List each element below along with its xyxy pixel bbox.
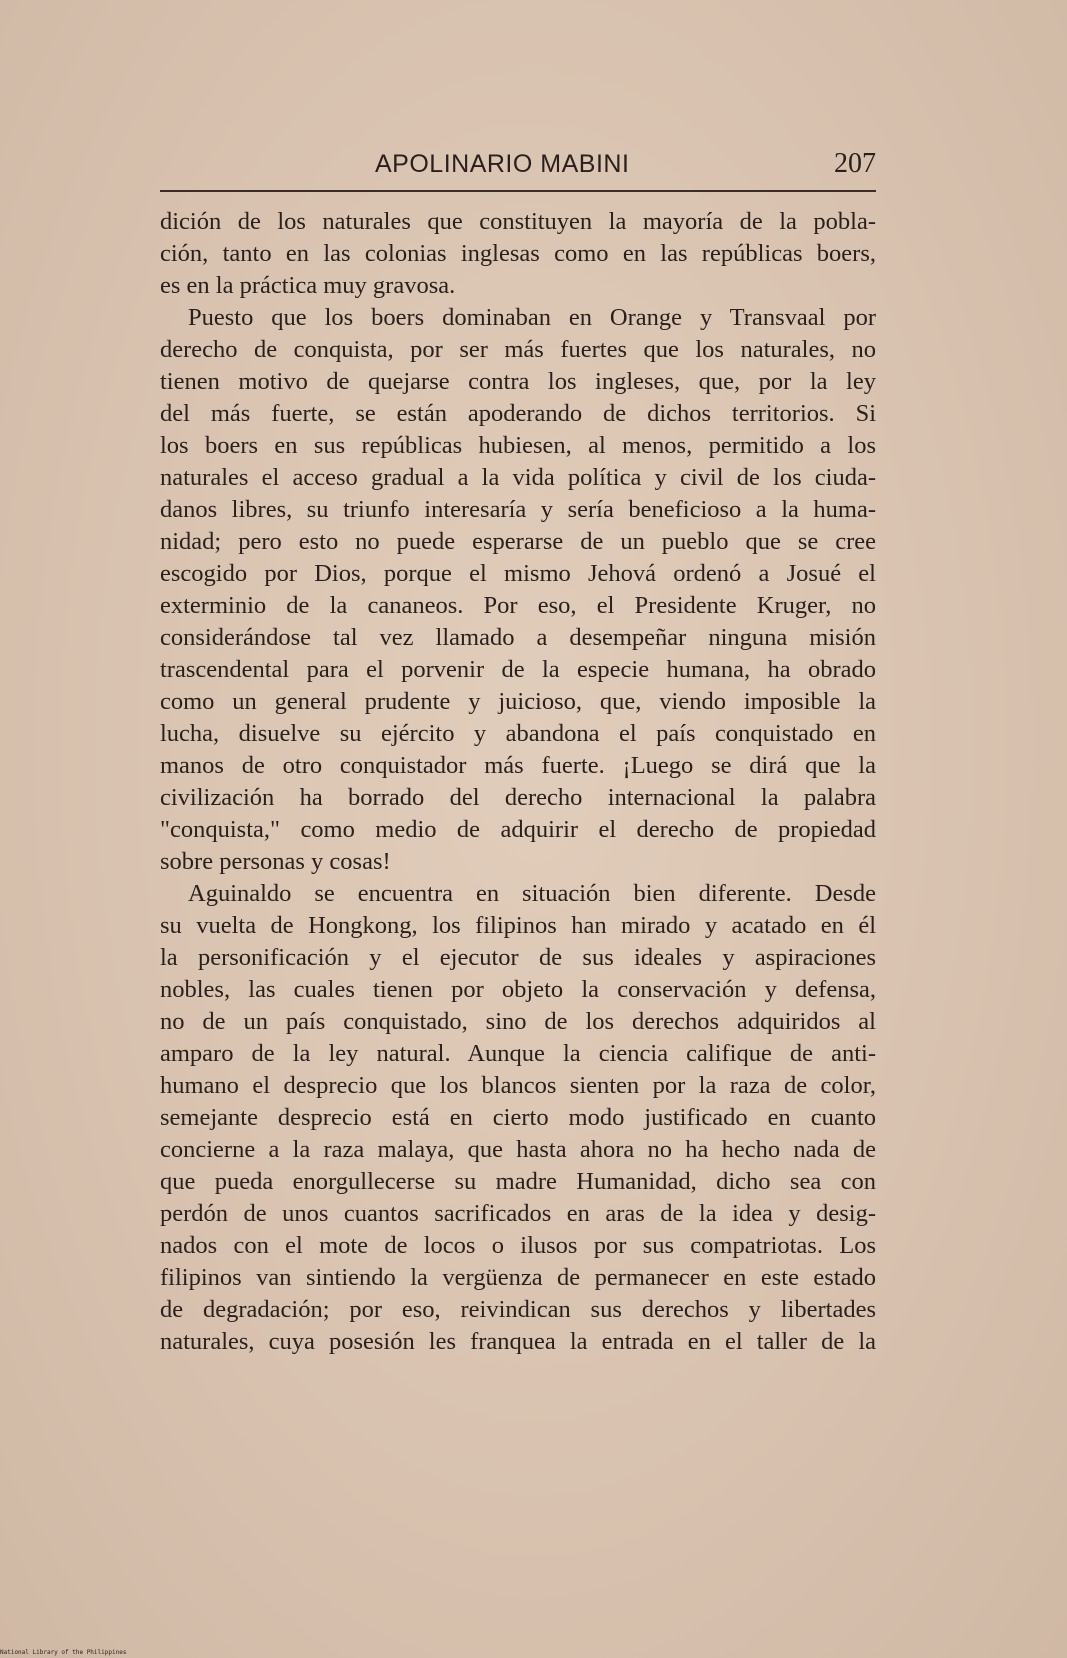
text-line: del más fuerte, se están apoderando de dichos territorios. Si xyxy=(160,400,876,427)
text-line: los boers en sus repúblicas hubiesen, al menos, permitido a los xyxy=(160,432,876,459)
text-line: trascendental para el porvenir de la especie humana, ha obrado xyxy=(160,656,876,683)
library-stamp: National Library of the Philippines xyxy=(0,1649,127,1656)
text-line: manos de otro conquistador más fuerte. ¡Luego se dirá que la xyxy=(160,752,876,779)
text-line: no de un país conquistado, sino de los derechos adquiridos al xyxy=(160,1008,876,1035)
text-line: dición de los naturales que constituyen la mayoría de la pobla- xyxy=(160,208,876,235)
text-line: humano el desprecio que los blancos sienten por la raza de color, xyxy=(160,1072,876,1099)
text-line: de degradación; por eso, reivindican sus derechos y libertades xyxy=(160,1296,876,1323)
text-line: concierne a la raza malaya, que hasta ahora no ha hecho nada de xyxy=(160,1136,876,1163)
text-line: exterminio de la cananeos. Por eso, el Presidente Kruger, no xyxy=(160,592,876,619)
text-line: la personificación y el ejecutor de sus ideales y aspiraciones xyxy=(160,944,876,971)
page-header xyxy=(160,146,876,186)
header-rule xyxy=(160,190,876,192)
text-line: que pueda enorgullecerse su madre Humanidad, dicho sea con xyxy=(160,1168,876,1195)
text-line: nados con el mote de locos o ilusos por sus compatriotas. Los xyxy=(160,1232,876,1259)
text-line: "conquista," como medio de adquirir el derecho de propiedad xyxy=(160,816,876,843)
text-line: tienen motivo de quejarse contra los ingleses, que, por la ley xyxy=(160,368,876,395)
text-line: nobles, las cuales tienen por objeto la conservación y defensa, xyxy=(160,976,876,1003)
text-line: civilización ha borrado del derecho internacional la palabra xyxy=(160,784,876,811)
text-line: danos libres, su triunfo interesaría y sería beneficioso a la huma- xyxy=(160,496,876,523)
text-line: derecho de conquista, por ser más fuertes que los naturales, no xyxy=(160,336,876,363)
text-line: Aguinaldo se encuentra en situación bien diferente. Desde xyxy=(188,880,876,907)
body-text xyxy=(160,206,876,1358)
running-title: APOLINARIO MABINI xyxy=(375,150,630,178)
text-line: lucha, disuelve su ejército y abandona el país conquistado en xyxy=(160,720,876,747)
text-line: como un general prudente y juicioso, que, viendo imposible la xyxy=(160,688,876,715)
text-line: amparo de la ley natural. Aunque la ciencia califique de anti- xyxy=(160,1040,876,1067)
text-line: sobre personas y cosas! xyxy=(160,848,391,875)
text-line: nidad; pero esto no puede esperarse de un pueblo que se cree xyxy=(160,528,876,555)
text-line: naturales, cuya posesión les franquea la entrada en el taller de la xyxy=(160,1328,876,1355)
text-line: semejante desprecio está en cierto modo justificado en cuanto xyxy=(160,1104,876,1131)
text-line: filipinos van sintiendo la vergüenza de permanecer en este estado xyxy=(160,1264,876,1291)
text-line: Puesto que los boers dominaban en Orange y Transvaal por xyxy=(188,304,876,331)
text-line: perdón de unos cuantos sacrificados en aras de la idea y desig- xyxy=(160,1200,876,1227)
page-number: 207 xyxy=(834,148,876,179)
text-line: considerándose tal vez llamado a desempeñar ninguna misión xyxy=(160,624,876,651)
text-line: es en la práctica muy gravosa. xyxy=(160,272,456,299)
text-line: su vuelta de Hongkong, los filipinos han mirado y acatado en él xyxy=(160,912,876,939)
text-line: escogido por Dios, porque el mismo Jehová ordenó a Josué el xyxy=(160,560,876,587)
text-line: ción, tanto en las colonias inglesas como en las repúblicas boers, xyxy=(160,240,876,267)
text-line: naturales el acceso gradual a la vida política y civil de los ciuda- xyxy=(160,464,876,491)
